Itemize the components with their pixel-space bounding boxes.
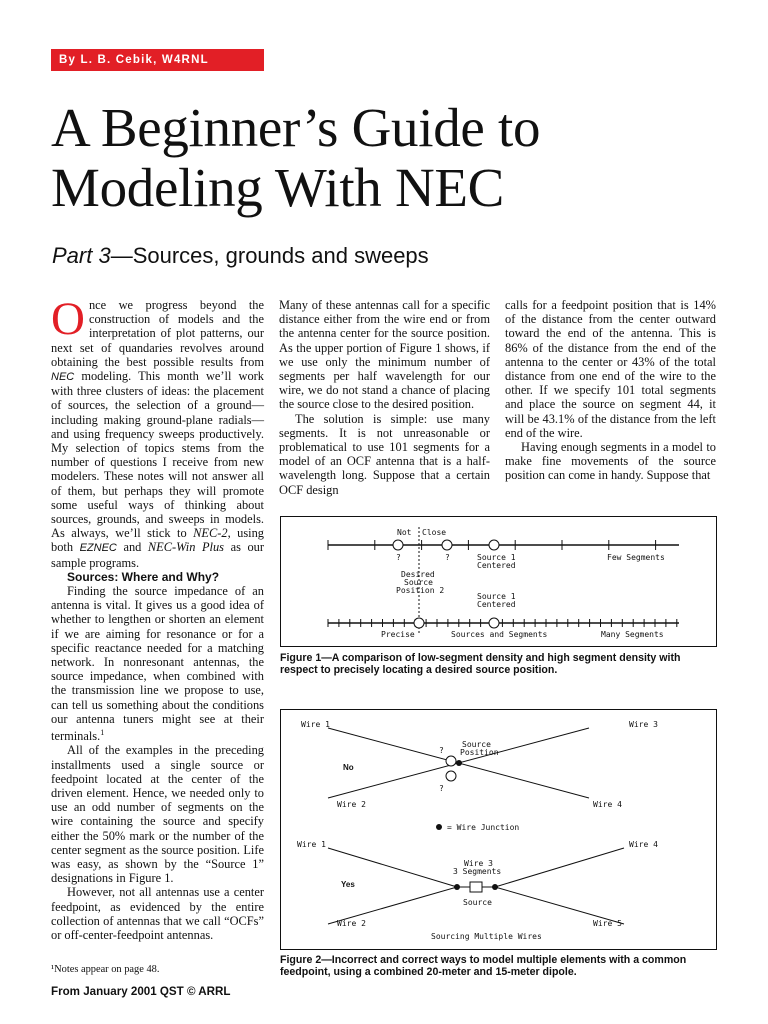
label-source1-bot-2: Centered (477, 600, 516, 609)
article-subtitle (52, 241, 429, 271)
figure-2-caption: Figure 2—Incorrect and correct ways to model multiple elements with a common feedpoint, using a combined 20-meter and 15-meter dipole. (280, 954, 687, 978)
fig2-q-top: ? (439, 746, 444, 755)
intro-text-e: as our sample programs. (51, 540, 264, 570)
page-footer: From January 2001 QST © ARRL (51, 985, 231, 998)
paragraph-previous-examples: All of the examples in the preceding installments used a single source or feedpoint located at the center of the driven element. Hence, we needed only to use an odd number of segments on the wire containing the source and specify either the 50% mark or the number of the center segment as the source position. Life was easy, as shown by the “Source 1” designations in Figure 1. (51, 743, 264, 886)
lower-junction-left (454, 884, 460, 890)
section-heading-sources: Sources: Where and Why? (67, 569, 220, 584)
fig2-source: Source (463, 898, 492, 907)
intro-paragraph (51, 293, 265, 570)
intro-text-c: , using both (51, 526, 265, 555)
fig2-q-bottom: ? (439, 784, 444, 793)
upper-junction-dot (456, 760, 462, 766)
label-desired-1: Desired (401, 570, 435, 579)
paragraph-feedpoint: calls for a feedpoint position that is 14% of the distance from the center outward toward the end of the antenna. This is 86% of the distance from the end of the antenna to the center or 43% of the total distance from one end of the wire to the other. If we specify 101 total segments and place the source on segment 44, it will be 43.1% of the distance from the left end of the wire. (505, 298, 716, 440)
fig2-wire5-bot: Wire 5 (593, 919, 622, 928)
fig2-yes: Yes (341, 880, 355, 889)
footnote: ¹Notes appear on page 48. (51, 964, 160, 975)
junction-legend-dot (436, 824, 442, 830)
lower-junction-right (492, 884, 498, 890)
fig2-wire2-top: Wire 2 (337, 800, 366, 809)
source-marker-close (442, 540, 452, 550)
source-marker-not (393, 540, 403, 550)
paragraph-source-impedance (51, 584, 264, 743)
column-1 (51, 293, 265, 943)
fig2-wire1-top: Wire 1 (301, 720, 330, 729)
paragraph-enough-segments: Having enough segments in a model to make fine movements of the source position can come in handy. Suppose that (505, 440, 716, 483)
label-few-segments: Few Segments (607, 553, 665, 562)
fig2-junction-legend: = Wire Junction (447, 823, 520, 832)
label-q1: ? (396, 553, 401, 562)
intro-nec: NEC (51, 371, 75, 384)
byline: By L. B. Cebik, W4RNL (51, 49, 264, 71)
paragraph-ocf: However, not all antennas use a center feedpoint, as evidenced by the entire collection of antennas that we call “OCFs” or off-center-feedpoint antennas. (51, 885, 264, 943)
footnote-ref: 1 (100, 728, 105, 738)
drop-cap: O (51, 293, 85, 345)
paragraph-solution: The solution is simple: use many segments. It is not unreasonable or problematical to use 101 segments for a model of an OCF antenna that is a half-wavelength long. Suppose that a certain OCF design (279, 411, 490, 497)
fig2-wire4-bot: Wire 4 (629, 840, 658, 849)
fig2-wire2-bot: Wire 2 (337, 919, 366, 928)
label-precise: Precise (381, 630, 415, 639)
column-3 (505, 298, 716, 483)
intro-text-d: and (116, 540, 148, 555)
subtitle-part: Part 3 (52, 243, 111, 268)
paragraph-wire-end: Many of these antennas call for a specific distance either from the wire end or from the antenna center for the source position. As the upper portion of Figure 1 shows, if we use only the minimum number of segments per half wavelength for our wire, we do not stand a chance of placing the source close to the desired position. (279, 298, 490, 412)
label-desired-3: Position 2 (396, 586, 445, 595)
fig2-wire4-top: Wire 4 (593, 800, 622, 809)
figure-1-caption: Figure 1—A comparison of low-segment density and high segment density with respect to precisely locating a desired source position. (280, 652, 681, 676)
lower-wire-4 (495, 848, 624, 887)
source-1-marker-bottom (489, 618, 499, 628)
intro-text-b: modeling. This month we’ll work with three clusters of ideas: the placement of sources, the selection of a ground—including making ground-plane radials—and using frequency sweeps productively. My selection of topics stems from the number of questions I receive from new modelers. These notes will not answer all of them, but perhaps they will promote some useful ways of thinking about sources, grounds, and sweeps in models. As always, we’ll stick to (51, 369, 264, 541)
intro-eznec: EZNEC (79, 542, 117, 555)
source-segment-box (470, 882, 482, 892)
label-not: Not (397, 528, 412, 537)
intro-text-a: nce we progress beyond the construction of models and the interpretation of plot patterns, our next set of quandaries revolves around obtaining the best possible results from (51, 298, 264, 369)
article-title: A Beginner’s Guide to Modeling With NEC (51, 97, 541, 218)
label-q2: ? (445, 553, 450, 562)
label-sources-and-segments: Sources and Segments (451, 630, 548, 639)
figure-1 (280, 516, 717, 647)
subtitle-text: —Sources, grounds and sweeps (110, 243, 429, 268)
upper-source-marker-bottom (446, 771, 456, 781)
fig2-no: No (343, 763, 354, 772)
label-source1-top-1: Source 1 (477, 553, 516, 562)
figure-2 (280, 709, 717, 950)
upper-source-marker-top (446, 756, 456, 766)
fig2-wire3-top: Wire 3 (629, 720, 658, 729)
fig2-source-position-1: Source (462, 740, 491, 749)
fig2-wire3-seg-2: 3 Segments (453, 867, 502, 876)
intro-necwin: NEC-Win Plus (147, 540, 224, 555)
label-source1-top-2: Centered (477, 561, 516, 570)
figure-2-diagram (281, 710, 715, 948)
figure-1-diagram (281, 517, 715, 645)
paragraph-source-impedance-text: Finding the source impedance of an antenna is vital. It gives us a good idea of whether to lengthen or shorten an element if we are aiming for resonance or for a specific reactance needed for a matching network. In nonresonant antennas, the source impedance, when combined with the transmission line we propose to use, can tell us something about the conditions our antenna tuners might see at their terminals. (51, 584, 264, 744)
column-2 (279, 298, 490, 497)
fig2-wire3-seg-1: Wire 3 (464, 859, 493, 868)
source-marker-precise (414, 618, 424, 628)
label-desired-2: Source (404, 578, 433, 587)
label-source1-bot-1: Source 1 (477, 592, 516, 601)
label-close: Close (422, 528, 447, 537)
fig2-sourcing: Sourcing Multiple Wires (431, 932, 542, 941)
intro-nec2: NEC-2 (193, 526, 228, 541)
fig2-wire1-bot: Wire 1 (297, 840, 326, 849)
source-1-marker-top (489, 540, 499, 550)
fig2-source-position-2: Position (460, 748, 499, 757)
label-many-segments: Many Segments (601, 630, 664, 639)
